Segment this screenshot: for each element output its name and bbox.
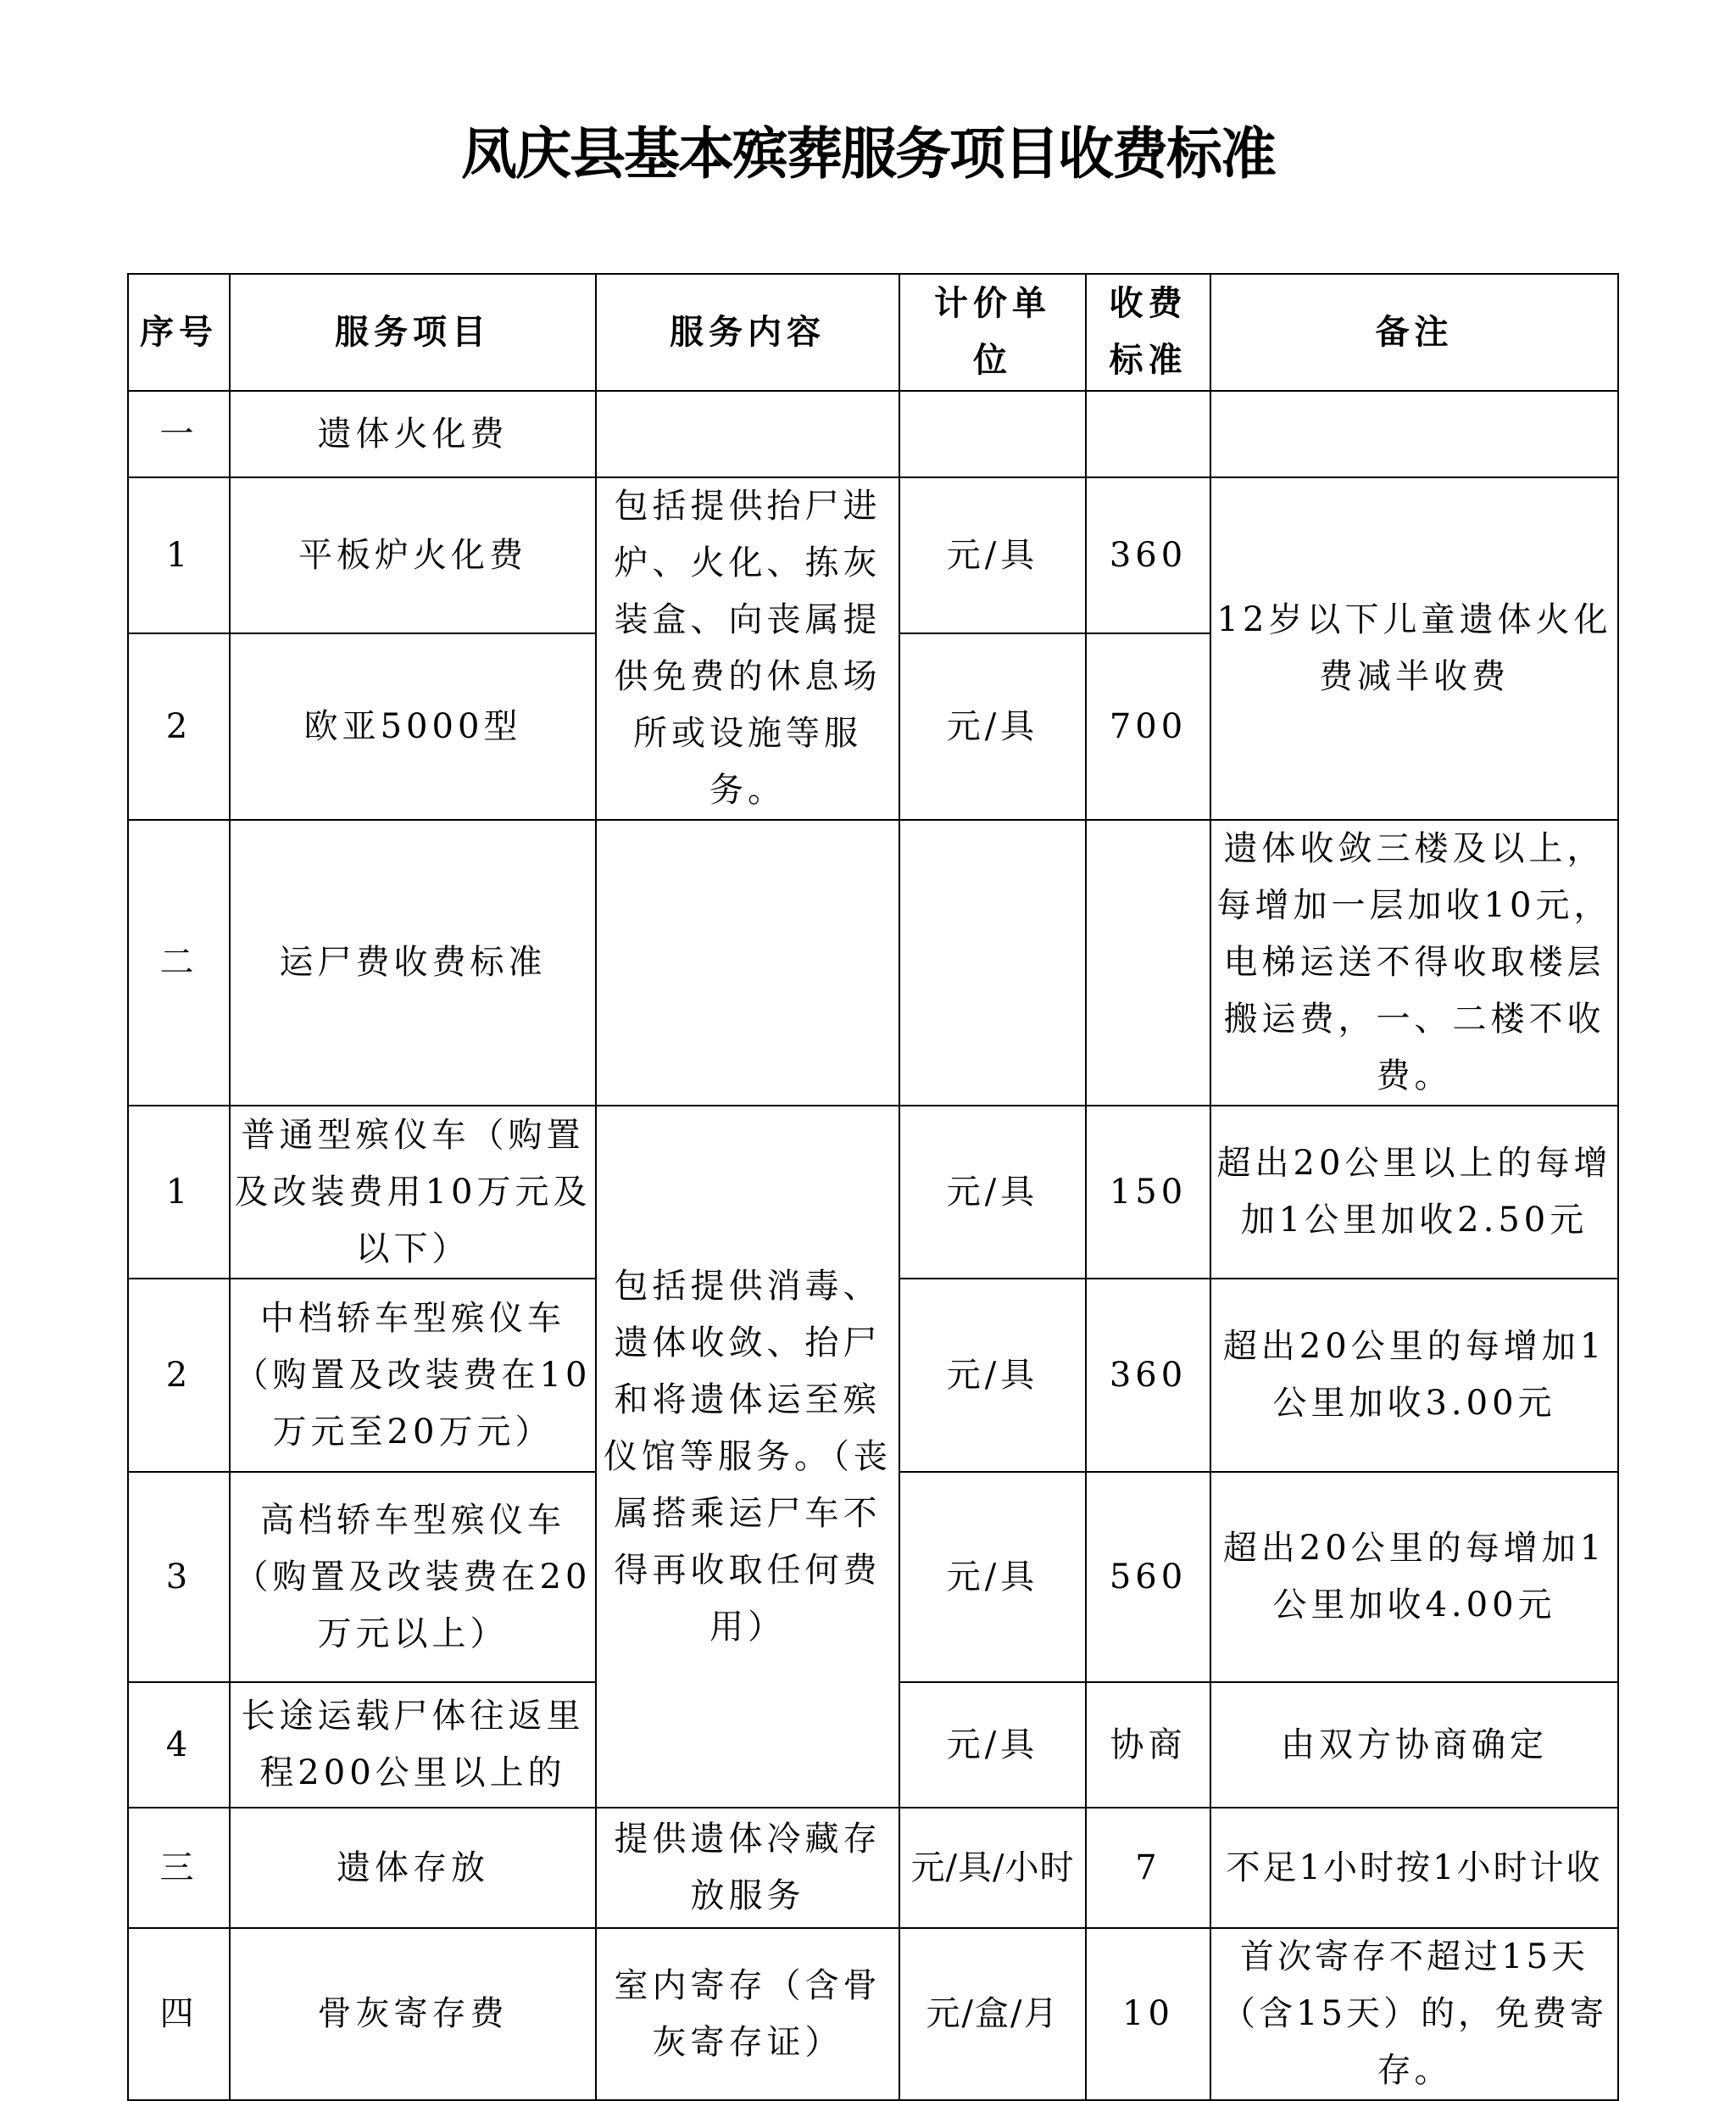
row-note: 超出20公里以上的每增加1公里加收2.50元 <box>1210 1106 1618 1279</box>
row-seq: 3 <box>128 1472 230 1682</box>
header-unit: 计价单位 <box>899 274 1086 391</box>
row-item: 平板炉火化费 <box>230 477 596 633</box>
header-fee: 收费标准 <box>1086 274 1210 391</box>
row-unit: 元/具 <box>899 1682 1086 1808</box>
row-fee: 360 <box>1086 477 1210 633</box>
ash-fee: 10 <box>1086 1928 1210 2100</box>
section-cremation-row <box>128 391 1618 477</box>
row-fee: 360 <box>1086 1279 1210 1472</box>
section-storage-row <box>128 1808 1618 1928</box>
row-unit: 元/具 <box>899 477 1086 633</box>
header-seq: 序号 <box>128 274 230 391</box>
row-item: 欧亚5000型 <box>230 633 596 820</box>
header-item: 服务项目 <box>230 274 596 391</box>
row-note: 由双方协商确定 <box>1210 1682 1618 1808</box>
section-ash-name: 骨灰寄存费 <box>230 1928 596 2100</box>
storage-note: 不足1小时按1小时计收 <box>1210 1808 1618 1928</box>
row-note: 超出20公里的每增加1公里加收4.00元 <box>1210 1472 1618 1682</box>
transport-note: 遗体收敛三楼及以上，每增加一层加收10元，电梯运送不得收取楼层搬运费，一、二楼不收费。 <box>1210 820 1618 1106</box>
row-item: 高档轿车型殡仪车（购置及改装费在20万元以上） <box>230 1472 596 1682</box>
ash-content: 室内寄存（含骨灰寄存证） <box>596 1928 899 2100</box>
header-note: 备注 <box>1210 274 1618 391</box>
transport-content: 包括提供消毒、遗体收敛、抬尸和将遗体运至殡仪馆等服务。（丧属搭乘运尸车不得再收取任何费用） <box>596 1106 899 1808</box>
row-unit: 元/具 <box>899 633 1086 820</box>
cremation-content: 包括提供抬尸进炉、火化、拣灰装盒、向丧属提供免费的休息场所或设施等服务。 <box>596 477 899 820</box>
row-item: 长途运载尸体往返里程200公里以上的 <box>230 1682 596 1808</box>
row-item: 普通型殡仪车（购置及改装费用10万元及以下） <box>230 1106 596 1279</box>
ash-note: 首次寄存不超过15天（含15天）的，免费寄存。 <box>1210 1928 1618 2100</box>
table-row <box>128 1106 1618 1279</box>
row-note: 超出20公里的每增加1公里加收3.00元 <box>1210 1279 1618 1472</box>
row-seq: 4 <box>128 1682 230 1808</box>
ash-unit: 元/盒/月 <box>899 1928 1086 2100</box>
section-transport-seq: 二 <box>128 820 230 1106</box>
storage-unit: 元/具/小时 <box>899 1808 1086 1928</box>
row-item: 中档轿车型殡仪车（购置及改装费在10万元至20万元） <box>230 1279 596 1472</box>
row-fee: 150 <box>1086 1106 1210 1279</box>
section-cremation-seq: 一 <box>128 391 230 477</box>
row-unit: 元/具 <box>899 1106 1086 1279</box>
table-row <box>128 477 1618 633</box>
section-ash-row <box>128 1928 1618 2100</box>
row-unit: 元/具 <box>899 1279 1086 1472</box>
section-transport-row <box>128 820 1618 1106</box>
page-title: 凤庆县基本殡葬服务项目收费标准 <box>461 121 1275 187</box>
header-content: 服务内容 <box>596 274 899 391</box>
row-seq: 1 <box>128 1106 230 1279</box>
row-fee: 560 <box>1086 1472 1210 1682</box>
section-storage-seq: 三 <box>128 1808 230 1928</box>
table-header-row <box>128 274 1618 391</box>
section-storage-name: 遗体存放 <box>230 1808 596 1928</box>
section-ash-seq: 四 <box>128 1928 230 2100</box>
row-seq: 2 <box>128 1279 230 1472</box>
section-transport-name: 运尸费收费标准 <box>230 820 596 1106</box>
row-fee: 700 <box>1086 633 1210 820</box>
storage-content: 提供遗体冷藏存放服务 <box>596 1808 899 1928</box>
fee-table <box>127 273 1619 2101</box>
row-seq: 2 <box>128 633 230 820</box>
row-seq: 1 <box>128 477 230 633</box>
storage-fee: 7 <box>1086 1808 1210 1928</box>
cremation-note: 12岁以下儿童遗体火化费减半收费 <box>1210 477 1618 820</box>
section-cremation-name: 遗体火化费 <box>230 391 596 477</box>
row-fee: 协商 <box>1086 1682 1210 1808</box>
row-unit: 元/具 <box>899 1472 1086 1682</box>
